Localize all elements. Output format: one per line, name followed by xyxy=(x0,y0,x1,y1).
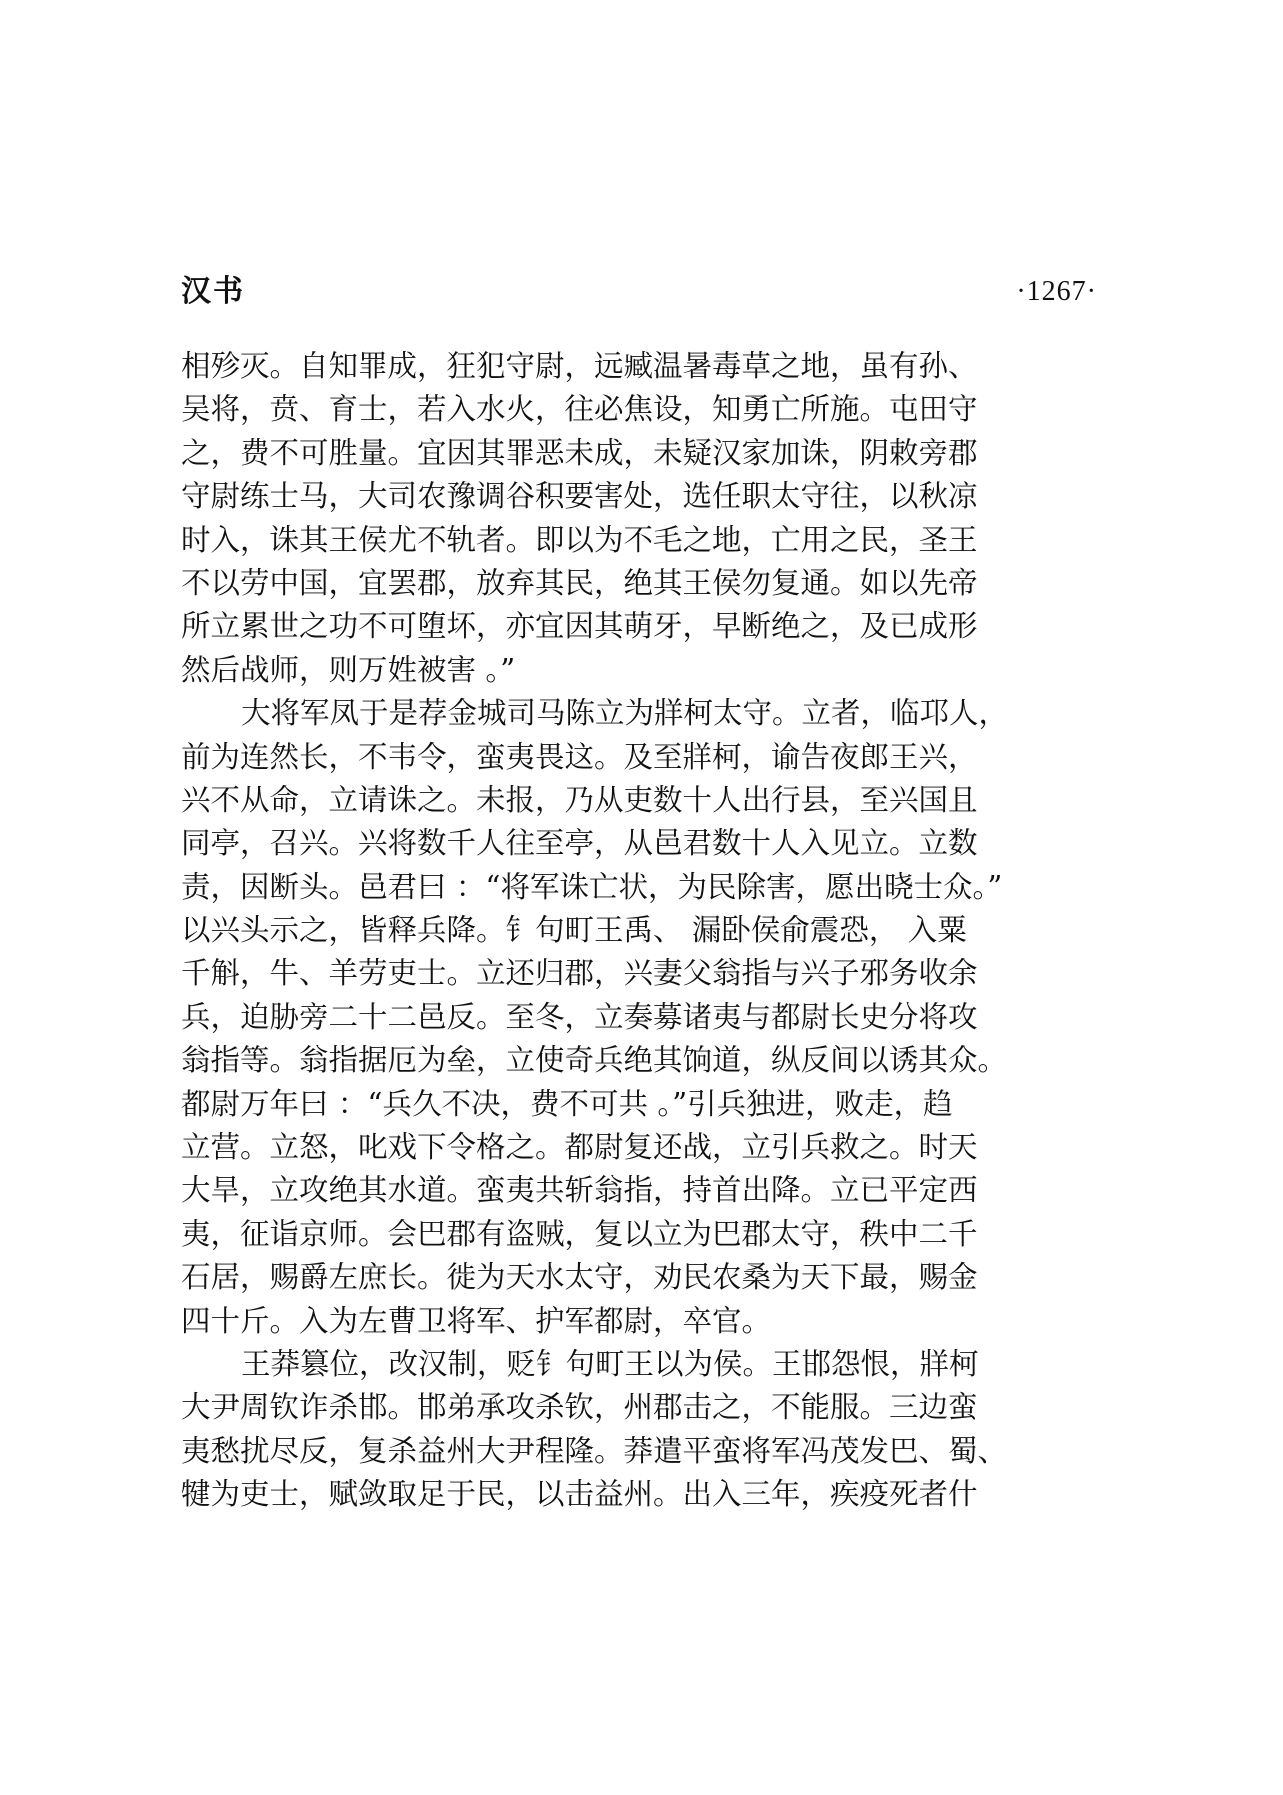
text-line: 前为连然长，不韦令，蛮夷畏这。及至牂柯，谕告夜郎王兴， xyxy=(181,739,978,774)
page-number: ·1267· xyxy=(1016,276,1097,307)
text-line: 相殄灭。自知罪成，狂犯守尉，远臧温暑毒草之地，虽有孙、 xyxy=(181,349,978,383)
text-line: 四十斤。入为左曹卫将军、护军都尉，卒官。 xyxy=(181,1303,772,1338)
text-line: 不以劳中国，宜罢郡，放弃其民，绝其王侯勿复通。如以先帝 xyxy=(181,565,978,600)
text-line: 兵，迫胁旁二十二邑反。至冬，立奏募诸夷与都尉长史分将攻 xyxy=(181,999,978,1034)
text-line: 守尉练士马，大司农豫调谷积要害处，选任职太守往，以秋凉 xyxy=(181,479,978,514)
body-text xyxy=(181,345,1111,1517)
page-header xyxy=(181,270,1097,314)
text-line: 兴不从命，立请诛之。未报，乃从吏数十人出行县，至兴国且 xyxy=(181,782,978,817)
text-line: 以兴头示之，皆释兵降。钅句町王禹、 漏卧侯俞震恐， 入粟 xyxy=(181,913,967,948)
paragraph-start-line: 王莽篡位，改汉制，贬钅句町王以为侯。王邯怨恨，牂柯 xyxy=(241,1346,979,1381)
text-line: 都尉万年曰 ：“兵久不决，费不可共 。”引兵独进，败走，趋 xyxy=(181,1086,953,1121)
text-line: 石居，赐爵左庶长。徙为天水太守，劝民农桑为天下最，赐金 xyxy=(181,1260,978,1295)
text-line: 吴将，贲、育士，若入水火，往必焦设，知勇亡所施。屯田守 xyxy=(181,392,978,427)
text-line: 时入，诛其王侯尤不轨者。即以为不毛之地，亡用之民，圣王 xyxy=(181,522,978,557)
text-line: 翁指等。翁指据厄为垒，立使奇兵绝其饷道，纵反间以诱其众。 xyxy=(181,1043,1008,1078)
text-line: 然后战师，则万姓被害 。” xyxy=(181,652,516,687)
paragraph-start-line: 大将军凤于是荐金城司马陈立为牂柯太守。立者，临邛人， xyxy=(241,696,1009,731)
text-line: 犍为吏士，赋敛取足于民，以击益州。出入三年，疾疫死者什 xyxy=(181,1477,978,1512)
text-line: 之，费不可胜量。宜因其罪恶未成，未疑汉家加诛，阴敕旁郡 xyxy=(181,435,978,470)
text-line: 大尹周钦诈杀邯。邯弟承攻杀钦，州郡击之，不能服。三边蛮 xyxy=(181,1390,978,1425)
text-line: 夷愁扰尽反，复杀益州大尹程隆。莽遣平蛮将军冯茂发巴、蜀、 xyxy=(181,1433,1008,1468)
text-line: 夷，征诣京师。会巴郡有盗贼，复以立为巴郡太守，秩中二千 xyxy=(181,1216,978,1251)
text-line: 责，因断头。邑君曰 ：“将军诛亡状，为民除害，愿出晓士众。” xyxy=(181,869,1003,904)
text-line: 所立累世之功不可堕坏，亦宜因其萌牙，早断绝之，及已成形 xyxy=(181,609,978,644)
text-line: 千斛，牛、羊劳吏士。立还归郡，兴妻父翁指与兴子邪务收余 xyxy=(181,956,978,991)
book-title: 汉书 xyxy=(181,274,245,309)
text-line: 立营。立怒，叱戏下令格之。都尉复还战，立引兵救之。时天 xyxy=(181,1130,978,1165)
text-line: 大旱，立攻绝其水道。蛮夷共斩翁指，持首出降。立已平定西 xyxy=(181,1173,978,1208)
text-line: 同亭，召兴。兴将数千人往至亭，从邑君数十人入见立。立数 xyxy=(181,826,978,861)
